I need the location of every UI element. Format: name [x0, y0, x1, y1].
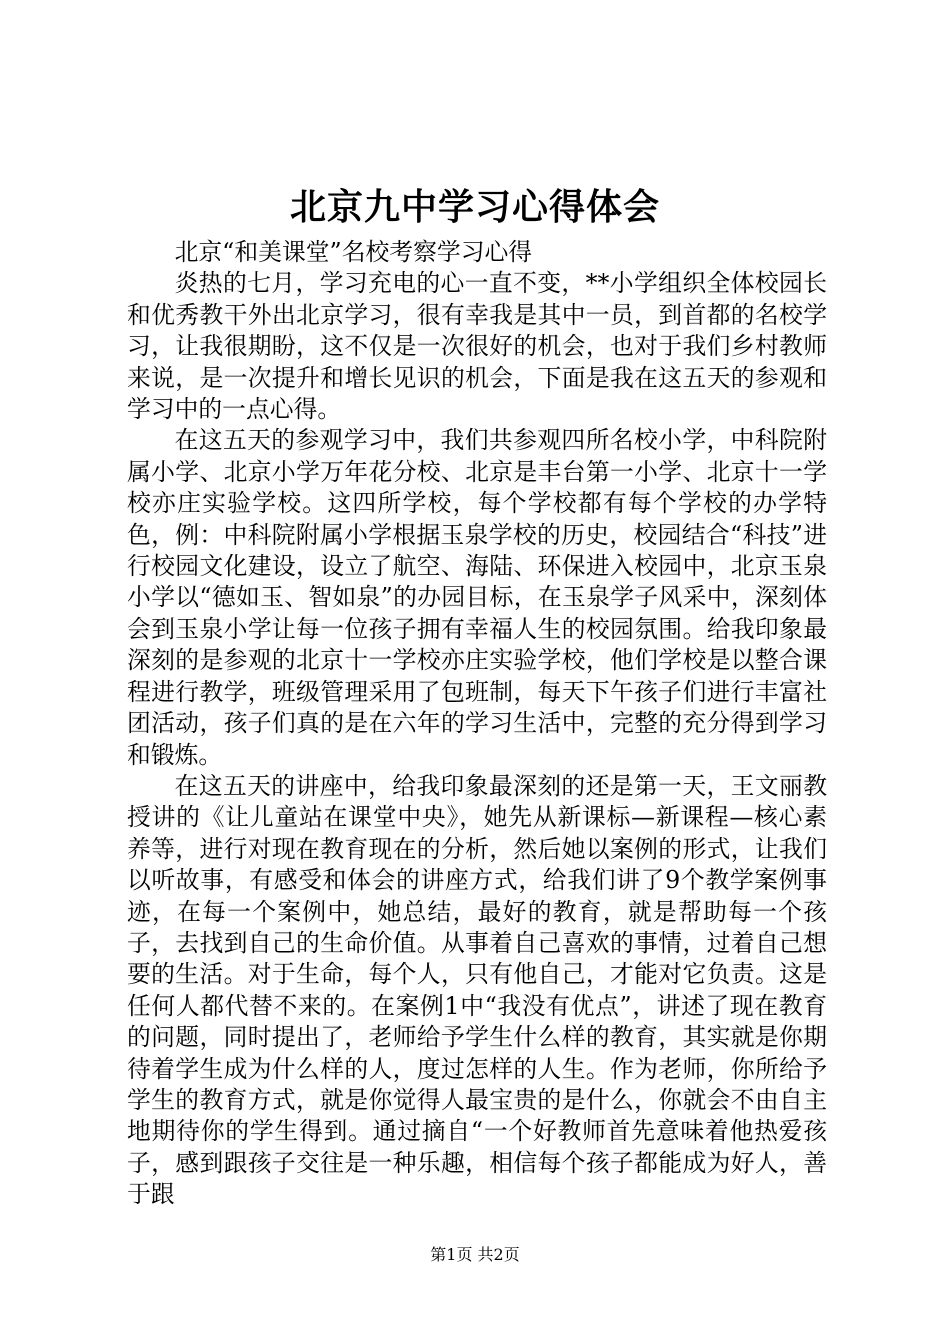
body-paragraph: 在这五天的讲座中，给我印象最深刻的还是第一天，王文丽教授讲的《让儿童站在课堂中央》，她先从新课标—新课程—核心素养等，进行对现在教育现在的分析，然后她以案例的形式，让我们以听故事，有感受和体会的讲座方式，给我们讲了9个教学案例事迹，在每一个案例中，她总结，最好的教育，就是帮助每一个孩子，去找到自己的生命价值。从事着自己喜欢的事情，过着自己想要的生活。对于生命，每个人，只有他自己，才能对它负责。这是任何人都代替不来的。在案例1中“我没有优点”，讲述了现在教育的问题，同时提出了，老师给予学生什么样的教育，其实就是你期待着学生成为什么样的人，度过怎样的人生。作为老师，你所给予学生的教育方式，就是你觉得人最宝贵的是什么，你就会不由自主地期待你的学生得到。通过摘自“一个好教师首先意味着他热爱孩子，感到跟孩子交往是一种乐趣，相信每个孩子都能成为好人，善于跟 [127, 771, 827, 1209]
document-body [127, 237, 827, 1211]
body-paragraph: 炎热的七月，学习充电的心一直不变，**小学组织全体校园长和优秀教干外出北京学习，很有幸我是其中一员，到首都的名校学习，让我很期盼，这不仅是一次很好的机会，也对于我们乡村教师来说，是一次提升和增长见识的机会，下面是我在这五天的参观和学习中的一点心得。 [127, 269, 827, 424]
document-title: 北京九中学习心得体会 [289, 186, 660, 228]
body-paragraph: 在这五天的参观学习中，我们共参观四所名校小学，中科院附属小学、北京小学万年花分校、北京是丰台第一小学、北京十一学校亦庄实验学校。这四所学校，每个学校都有每个学校的办学特色，例：中科院附属小学根据玉泉学校的历史，校园结合“科技”进行校园文化建设，设立了航空、海陆、环保进入校园中，北京玉泉小学以“德如玉、智如泉”的办园目标，在玉泉学子风采中，深刻体会到玉泉小学让每一位孩子拥有幸福人生的校园氛围。给我印象最深刻的是参观的北京十一学校亦庄实验学校，他们学校是以整合课程进行教学，班级管理采用了包班制，每天下午孩子们进行丰富社团活动，孩子们真的是在六年的学习生活中，完整的充分得到学习和锻炼。 [127, 426, 827, 769]
subtitle-paragraph: 北京“和美课堂”名校考察学习心得 [174, 238, 533, 266]
page-number-footer: 第1页 共2页 [430, 1245, 520, 1264]
